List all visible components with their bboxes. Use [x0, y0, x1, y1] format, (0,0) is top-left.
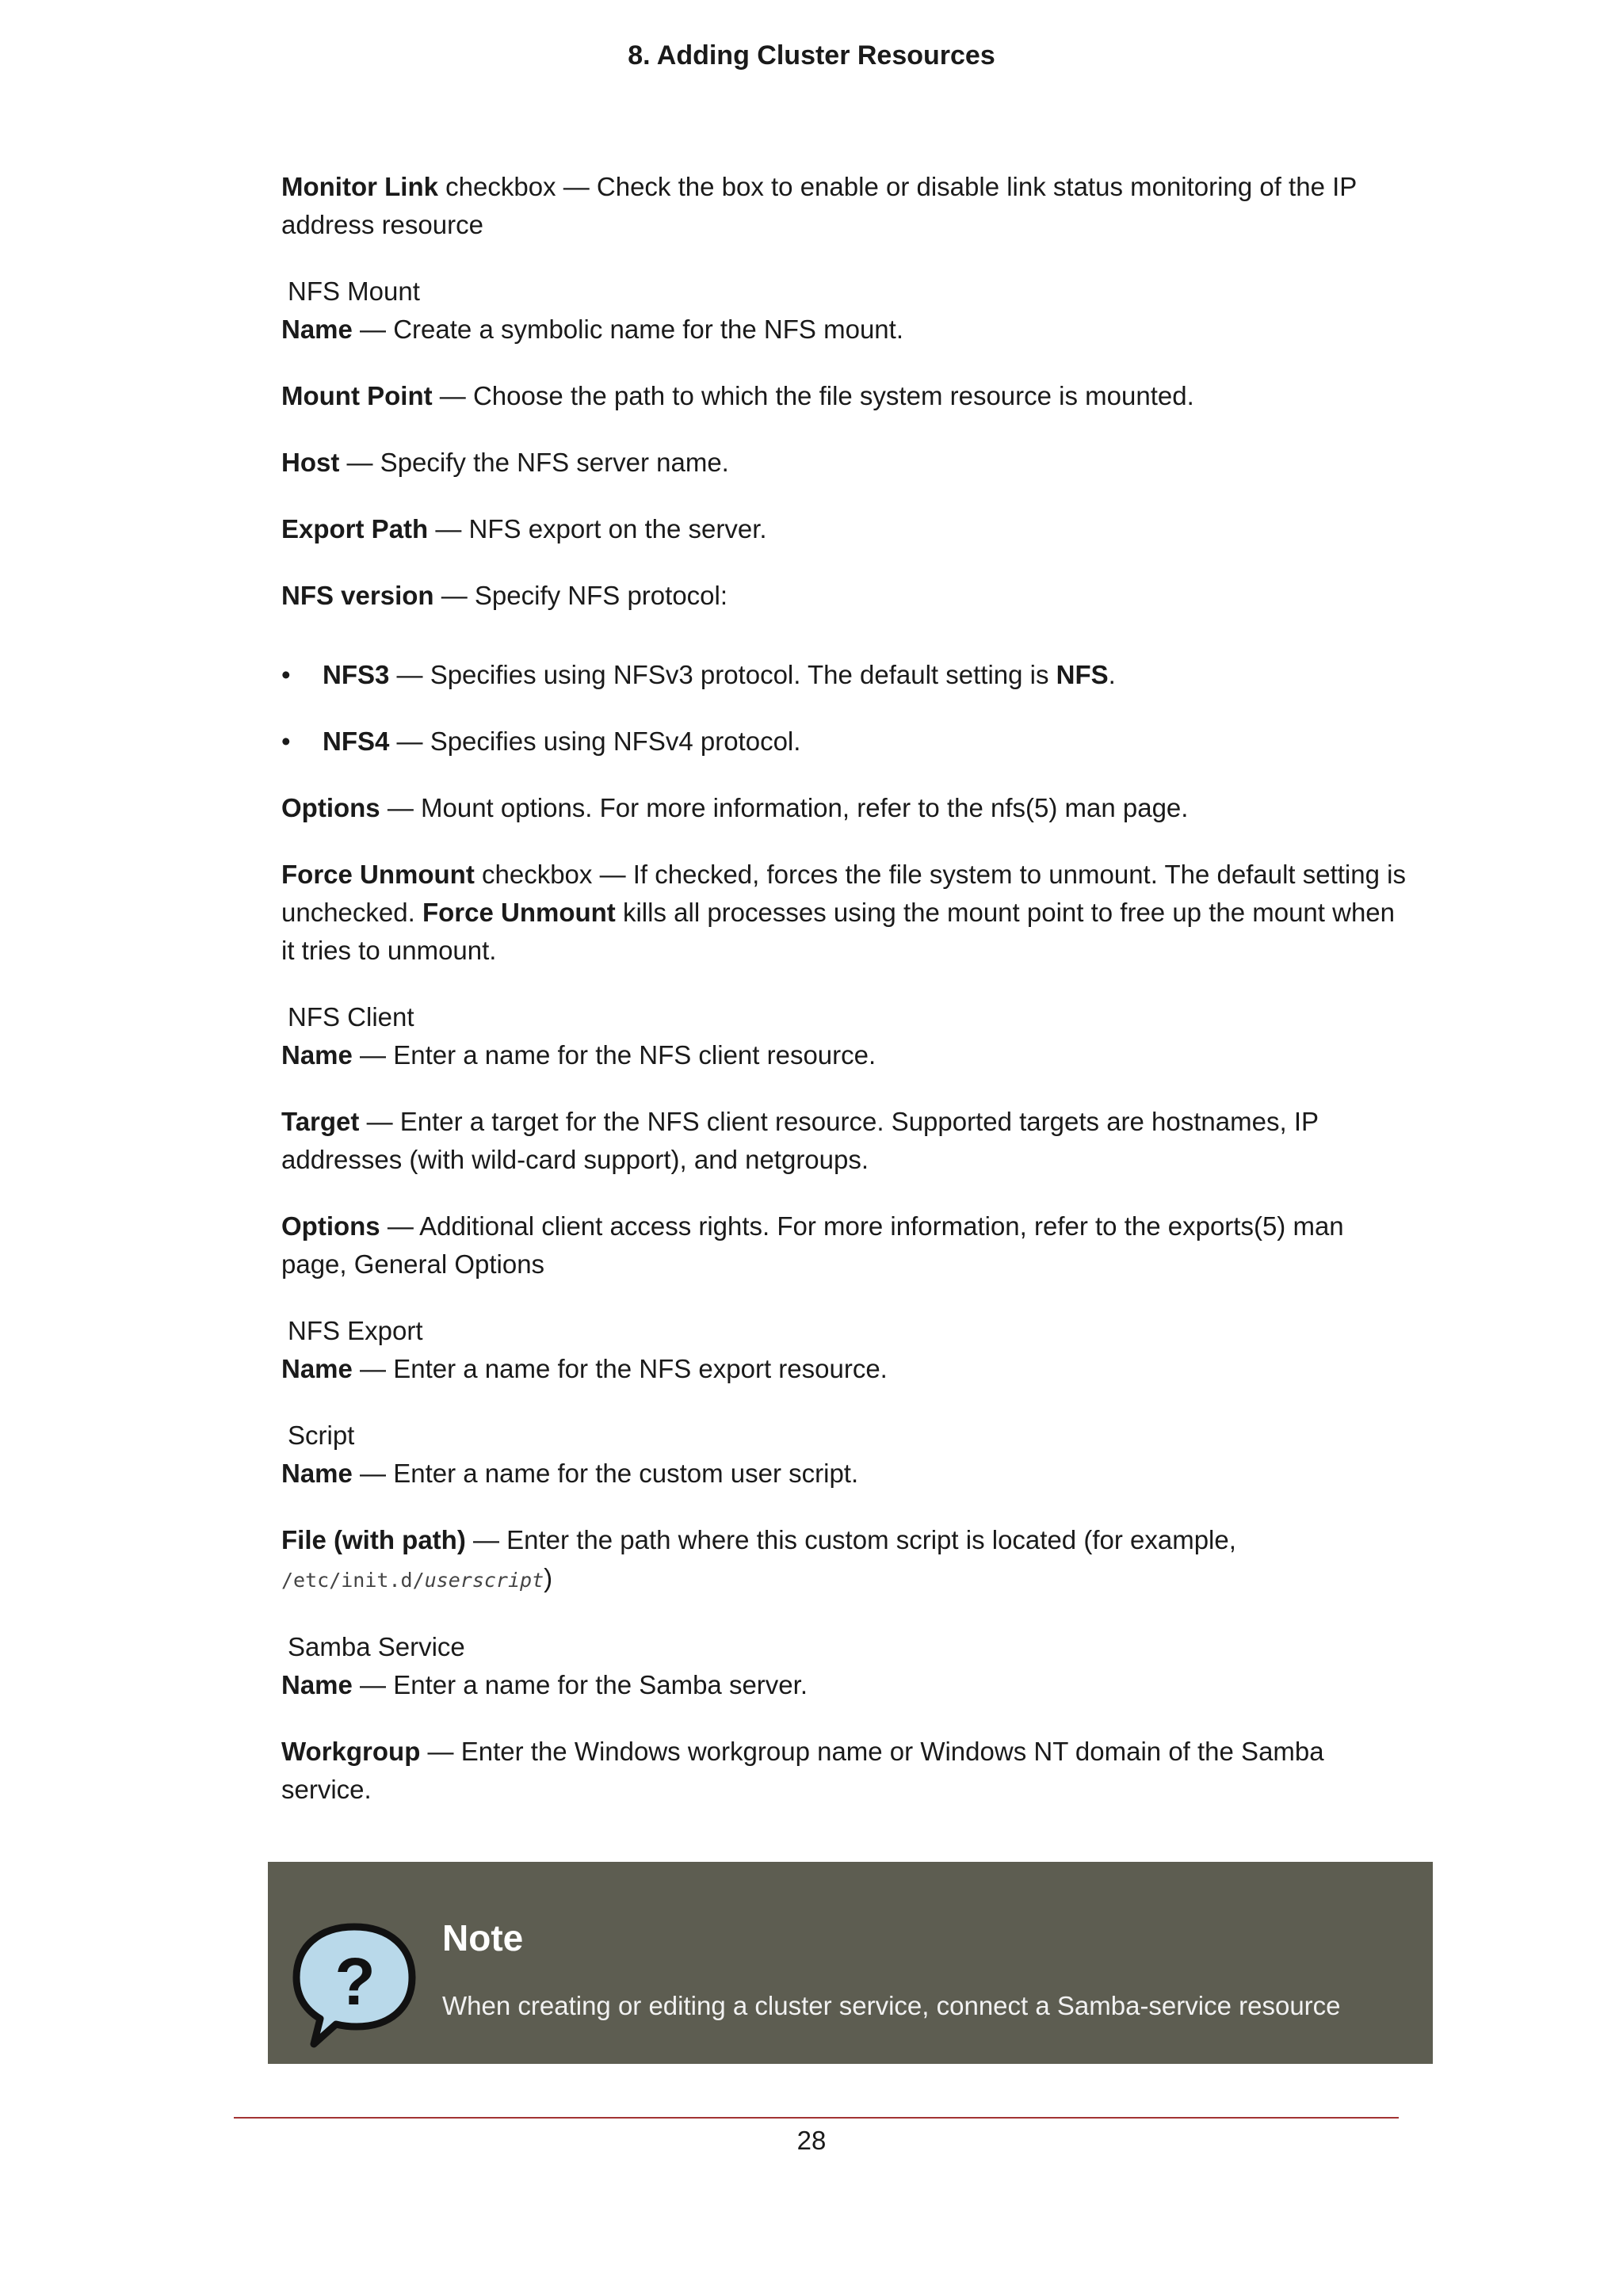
section-title-samba-service: Samba Service	[288, 1632, 465, 1661]
term-description: — Specify the NFS server name.	[339, 448, 729, 477]
footer-divider	[234, 2117, 1399, 2119]
bullet-icon: •	[281, 660, 291, 689]
force-unmount-paragraph	[281, 856, 1407, 970]
term-description: — Enter a name for the Samba server.	[352, 1670, 808, 1699]
term-label: Name	[281, 1670, 353, 1699]
term-description: — Choose the path to which the file system resource is mounted.	[432, 381, 1194, 410]
term-label: NFS version	[281, 581, 434, 610]
term-description: — Enter the path where this custom script is located (for example,	[465, 1525, 1236, 1554]
term-description: — Enter the Windows workgroup name or Windows NT domain of the Samba service.	[281, 1737, 1324, 1804]
term-label: Target	[281, 1107, 360, 1136]
term-description: checkbox — If checked, forces the file system to unmount. The default setting is unchecked.	[281, 860, 1406, 927]
term-label: Name	[281, 1459, 353, 1488]
term-label: Name	[281, 1040, 353, 1070]
script-name-paragraph	[281, 1455, 1407, 1493]
page-content	[281, 168, 1407, 1837]
section-title-nfs-export: NFS Export	[288, 1316, 423, 1345]
mount-options-paragraph	[281, 789, 1407, 827]
term-label: NFS4	[323, 727, 390, 756]
term-description: .	[1108, 660, 1116, 689]
term-label: Name	[281, 315, 353, 344]
workgroup-paragraph	[281, 1733, 1407, 1809]
term-description: kills all processes using the mount point to free up the mount when it tries to unmount.	[281, 898, 1396, 965]
term-label: Host	[281, 448, 340, 477]
term-label: Mount Point	[281, 381, 433, 410]
term-label: Name	[281, 1354, 353, 1383]
nfs-version-list	[281, 656, 1407, 761]
term-description: — Enter a name for the custom user script.	[352, 1459, 859, 1488]
nfs-export-name-paragraph	[281, 1350, 1407, 1388]
term-description: — Specifies using NFSv3 protocol. The default setting is	[389, 660, 1056, 689]
term-label: Force Unmount	[281, 860, 475, 889]
target-paragraph	[281, 1103, 1407, 1179]
note-box	[268, 1862, 1433, 2064]
monitor-link-paragraph	[281, 168, 1407, 244]
nfs-version-paragraph	[281, 577, 1407, 615]
bullet-icon: •	[281, 727, 291, 756]
export-path-paragraph	[281, 510, 1407, 548]
client-options-paragraph	[281, 1207, 1407, 1283]
term-label: Force Unmount	[422, 898, 616, 927]
nfs-mount-name-paragraph	[281, 311, 1407, 349]
page-number: 28	[796, 2126, 827, 2155]
term-description: — Create a symbolic name for the NFS mount.	[352, 315, 903, 344]
host-paragraph	[281, 444, 1407, 482]
term-label: Export Path	[281, 514, 429, 543]
term-label: Options	[281, 793, 380, 822]
mount-point-paragraph	[281, 377, 1407, 415]
term-description: — Specifies using NFSv4 protocol.	[389, 727, 801, 756]
term-description: — Additional client access rights. For more information, refer to the exports(5) man page, General Options	[281, 1211, 1344, 1279]
term-label: Options	[281, 1211, 380, 1241]
section-title-nfs-mount: NFS Mount	[288, 277, 420, 306]
code-path: /etc/init.d/	[281, 1569, 425, 1592]
list-item	[281, 723, 1407, 761]
term-description: — Enter a name for the NFS export resource.	[352, 1354, 888, 1383]
term-label: File (with path)	[281, 1525, 466, 1554]
section-title-script: Script	[288, 1421, 355, 1450]
term-label: Monitor Link	[281, 172, 438, 201]
term-label: NFS	[1056, 660, 1109, 689]
term-description-end: )	[544, 1563, 553, 1592]
term-description: — Enter a target for the NFS client resource. Supported targets are hostnames, IP addresses (with wild-card support), and netgroups.	[281, 1107, 1319, 1174]
running-header: 8. Adding Cluster Resources	[628, 40, 995, 71]
samba-name-paragraph	[281, 1666, 1407, 1704]
script-file-paragraph	[281, 1521, 1407, 1600]
term-description: — Mount options. For more information, refer to the nfs(5) man page.	[380, 793, 1189, 822]
term-label: Workgroup	[281, 1737, 421, 1766]
term-description: — Specify NFS protocol:	[433, 581, 728, 610]
section-title-nfs-client: NFS Client	[288, 1002, 414, 1032]
question-speech-bubble-icon	[287, 1917, 422, 2052]
term-label: NFS3	[323, 660, 390, 689]
list-item	[281, 656, 1407, 694]
term-description: — Enter a name for the NFS client resource.	[352, 1040, 876, 1070]
svg-text:?: ?	[334, 1944, 376, 2019]
code-path-italic: userscript	[424, 1569, 544, 1592]
term-description: checkbox — Check the box to enable or disable link status monitoring of the IP address resource	[281, 172, 1357, 239]
note-title: Note	[442, 1917, 524, 1958]
term-description: — NFS export on the server.	[428, 514, 767, 543]
note-text: When creating or editing a cluster service, connect a Samba-service resource	[442, 1991, 1341, 2020]
nfs-client-name-paragraph	[281, 1036, 1407, 1074]
